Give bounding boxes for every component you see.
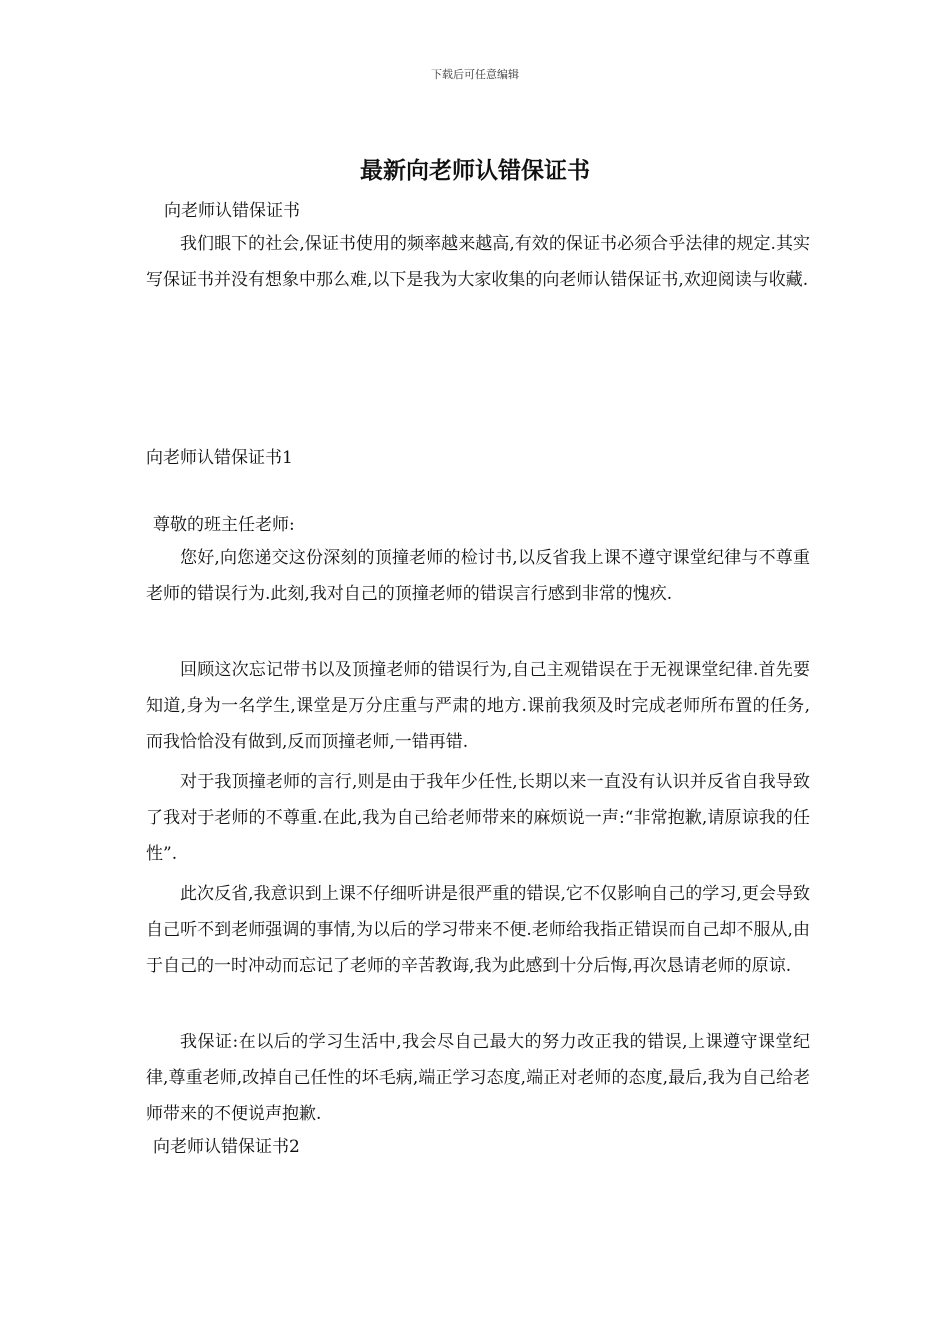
header-note: 下载后可任意编辑 (431, 68, 519, 81)
body-paragraph-5: 我保证:在以后的学习生活中,我会尽自己最大的努力改正我的错误,上课遵守课堂纪律,尊重老师,改掉自己任性的坏毛病,端正学习态度,端正对老师的态度,最后,我为自己给老师带来的不便说声抱歉. (146, 1032, 810, 1124)
salutation: 尊敬的班主任老师: (153, 515, 295, 535)
body-paragraph-3: 对于我顶撞老师的言行,则是由于我年少任性,长期以来一直没有认识并反省自我导致了我对于老师的不尊重.在此,我为自己给老师带来的麻烦说一声:“非常抱歉,请原谅我的任性”. (146, 772, 810, 864)
section-1-heading: 向老师认错保证书1 (146, 448, 293, 468)
body-paragraph-1: 您好,向您递交这份深刻的顶撞老师的检讨书,以反省我上课不遵守课堂纪律与不尊重老师的错误行为.此刻,我对自己的顶撞老师的错误言行感到非常的愧疚. (146, 548, 810, 604)
body-paragraph-2: 回顾这次忘记带书以及顶撞老师的错误行为,自己主观错误在于无视课堂纪律.首先要知道,身为一名学生,课堂是万分庄重与严肃的地方.课前我须及时完成老师所布置的任务,而我恰恰没有做到,反而顶撞老师,一错再错. (146, 660, 810, 752)
subtitle: 向老师认错保证书 (164, 201, 300, 221)
intro-paragraph: 我们眼下的社会,保证书使用的频率越来越高,有效的保证书必须合乎法律的规定.其实写保证书并没有想象中那么难,以下是我为大家收集的向老师认错保证书,欢迎阅读与收藏. (146, 234, 810, 290)
document-title: 最新向老师认错保证书 (360, 158, 590, 184)
section-2-heading: 向老师认错保证书2 (153, 1137, 300, 1157)
body-paragraph-4: 此次反省,我意识到上课不仔细听讲是很严重的错误,它不仅影响自己的学习,更会导致自己听不到老师强调的事情,为以后的学习带来不便.老师给我指正错误而自己却不服从,由于自己的一时冲动而忘记了老师的辛苦教诲,我为此感到十分后悔,再次恳请老师的原谅. (146, 884, 810, 976)
